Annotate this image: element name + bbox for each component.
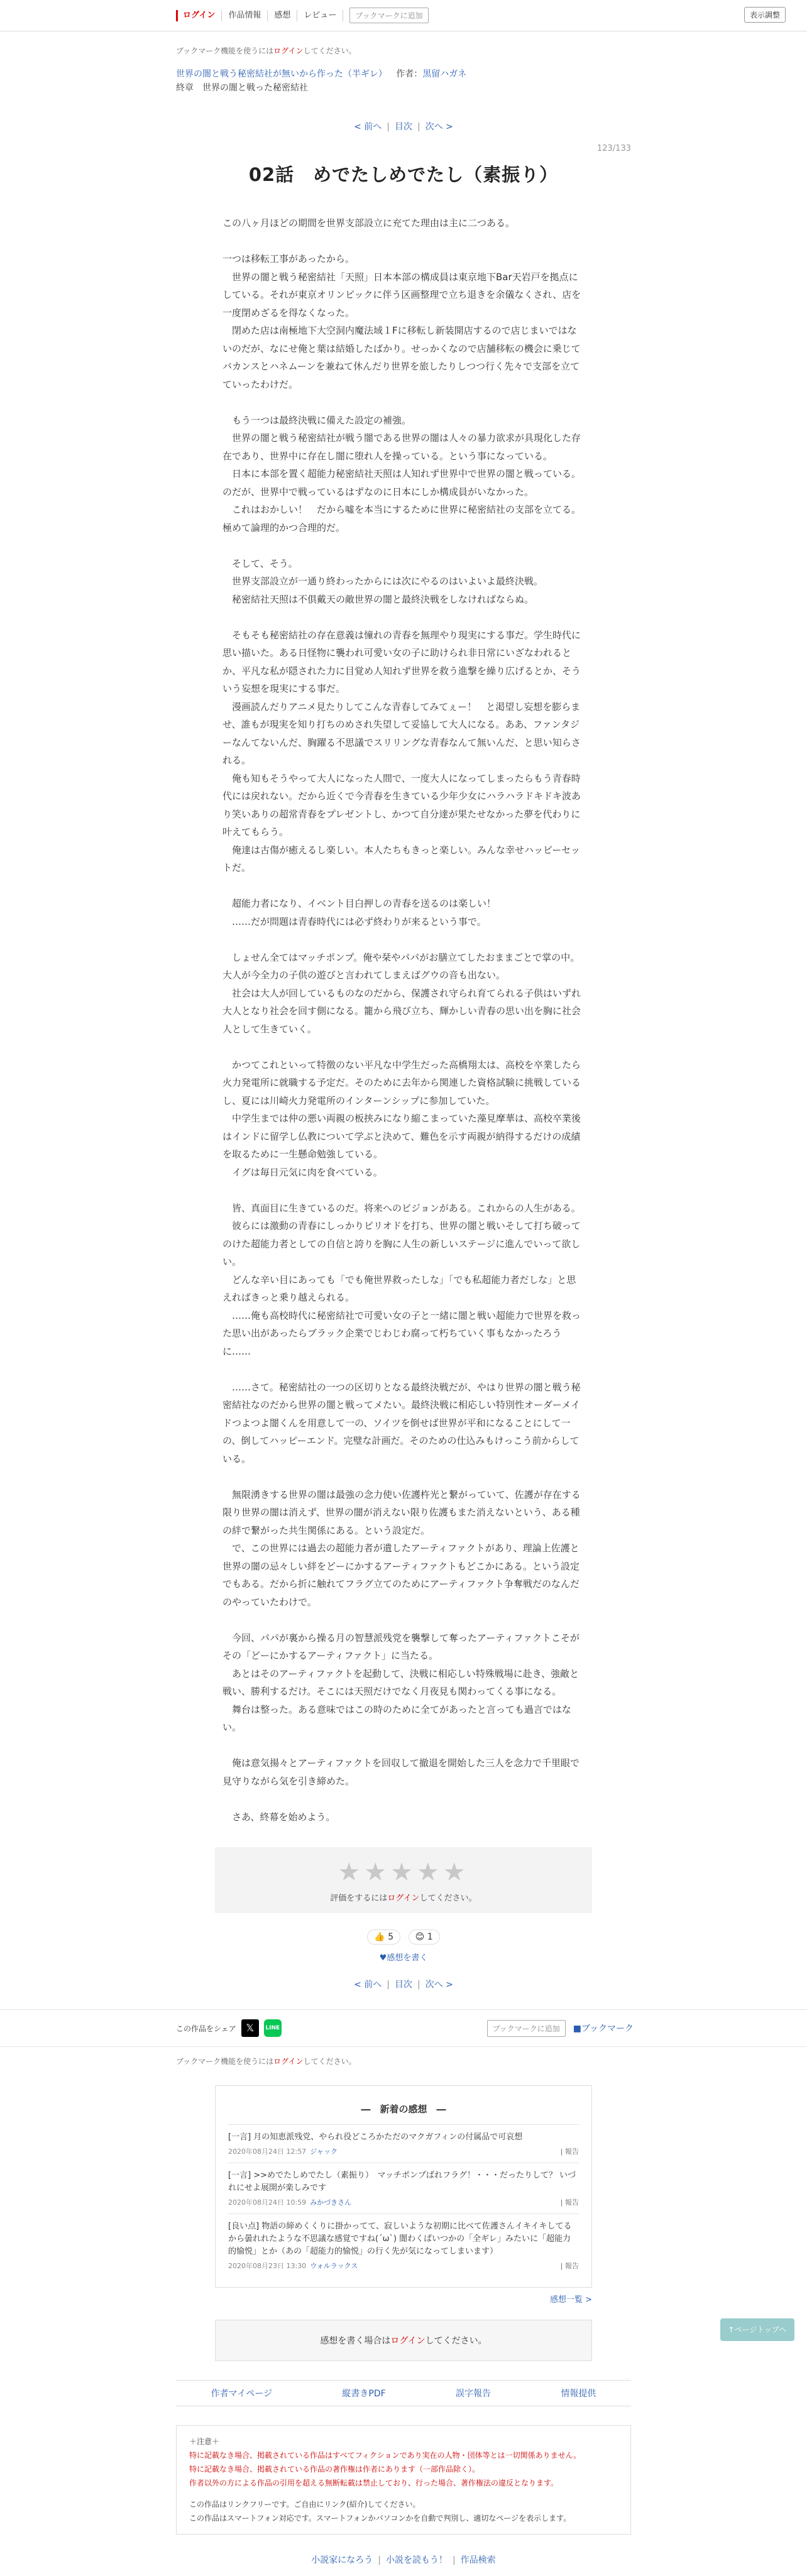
impression-user-link[interactable]: ジャック: [310, 2148, 338, 2156]
toc-link[interactable]: 目次: [395, 122, 412, 132]
novel-paragraph: 俺達は古傷が癒えるし楽しい。本人たちもきっと楽しい。みんな幸せハッピーセットだ。: [222, 844, 581, 873]
impressions-title: ― 新着の感想 ―: [361, 2104, 446, 2115]
report-link[interactable]: | 報告: [560, 2262, 579, 2270]
novel-paragraph: 世界の闇と戦う秘密結社が戦う闇である世界の闇は人々の暴力欲求が具現化した存在であり、世界中に存在し闇に堕れ人を操っている。という事になっている。: [222, 432, 581, 462]
bookmark-note: [176, 31, 631, 56]
novel-paragraph: 舞台は整った。ある意味ではこの時のために全てがあったと言っても過言ではない。: [222, 1703, 571, 1733]
series-line: [176, 67, 631, 81]
search-link[interactable]: 作品検索: [460, 2555, 496, 2565]
notice-line: 作者以外の方による作品の引用を超える無断転載は禁止しており、行った場合、著作権法の違反となります。: [189, 2479, 559, 2487]
novel-paragraph: 世界の闇と戦う秘密結社「天照」日本本部の構成員は東京地下Bar天岩戸を拠点にしている。それが東京オリンピックに伴う区画整理で立ち退きを余儀なくされ、店を一度閉めざるを得なくなった。: [222, 271, 581, 319]
bookmark-add-button[interactable]: ブックマークに追加: [349, 8, 428, 23]
pager-bottom: [0, 1978, 807, 1990]
rating-message: [215, 1891, 592, 1903]
bookmark-note-post: してください。: [303, 46, 356, 55]
novel-paragraph: もう一つは最終決戦に備えた設定の補強。: [222, 414, 412, 426]
novel-paragraph: [222, 1790, 585, 1808]
typo-report-link[interactable]: 誤字報告: [456, 2389, 491, 2399]
series-title-link[interactable]: 世界の闇と戦う秘密結社が無いから作った（半ギレ）: [176, 69, 387, 79]
info-provide-link[interactable]: 情報提供: [561, 2389, 596, 2399]
novel-paragraph: この八ヶ月ほどの期間を世界支部設立に充てた理由は主に二つある。: [222, 217, 515, 229]
episode-title: 02話 めでたしめでたし（素振り）: [248, 164, 559, 185]
reaction-count: 1: [427, 1932, 433, 1942]
novel-paragraph: 漫画読んだりアニメ見たりしてこんな青春してみてぇー！ と渇望し妄想を膨らませ、誰もが現実を知り打ちのめされ失望して妥協して大人になる。ああ、ファンタジーなんてないんだ、胸躍る不思議でスリリングな青春なんて無いんだ、と思い知らされる。: [222, 701, 581, 766]
novel-paragraph: [222, 877, 585, 895]
novel-paragraph: [222, 232, 585, 251]
bottom-nav-separator: |: [453, 2555, 456, 2565]
novel-paragraph: 社会は大人が回しているものなのだから、保護され守られ育てられる子供はいずれ大人となり社会を回す側になる。籠から飛び立ち、輝かしい青春の思い出を胸に社会人として生きていく。: [222, 987, 581, 1035]
review-link[interactable]: レビュー: [297, 10, 343, 21]
impression-body: [一言] >>めでたしめでたし（素振り） マッチポンプばれフラグ！・・・だったりして？ いづれにせよ展開が楽しみです: [228, 2171, 576, 2193]
novel-paragraph: かつてこれといって特徴のない平凡な中学生だった高橋翔太は、高校を卒業したら火力発電所に就職する予定だ。そのために去年から関連した資格試験に挑戦しているし、夏には川崎火力発電所のインターンシップに参加していた。: [222, 1059, 581, 1106]
novel-paragraph: [222, 608, 585, 626]
chapter-line: [176, 81, 631, 95]
header-nav: [176, 7, 343, 25]
x-share-icon[interactable]: 𝕏: [241, 2019, 259, 2037]
novel-paragraph: で、この世界には過去の超能力者が遺したアーティファクトがあり、理論上佐護と世界の闇の忌々しい絆をどーにかするアーティファクトもどこかにある。という設定でもある。だから折に触れてフラグ立てのためにアーティファクト争奪戦だのなんだのやっていたわけで。: [222, 1542, 580, 1608]
novel-paragraph: [222, 931, 585, 949]
impression-user-link[interactable]: ウォルラックス: [310, 2262, 358, 2270]
notice-box: [176, 2425, 631, 2535]
rating-login-link[interactable]: ログイン: [387, 1894, 420, 1903]
yomou-link[interactable]: 小説を読もう！: [386, 2555, 447, 2565]
novel-paragraph: さあ、終幕を始めよう。: [222, 1811, 336, 1823]
bookmark-note-pre: ブックマーク機能を使うには: [176, 2057, 274, 2066]
novel-paragraph: [222, 1737, 585, 1755]
bookmark-note-login-link[interactable]: ログイン: [273, 2057, 304, 2066]
reaction-smile[interactable]: [409, 1929, 440, 1945]
impression-date: 2020年08月24日 12:57: [228, 2148, 307, 2156]
novel-paragraph: そして、そう。: [222, 557, 298, 569]
write-impression-link[interactable]: ♥感想を書く: [379, 1953, 428, 1963]
share-bar-right: [487, 2020, 634, 2037]
bottom-nav: [0, 2553, 807, 2576]
bookmark-link[interactable]: ■ブックマーク: [573, 2024, 634, 2034]
novel-body: [222, 214, 585, 1826]
report-link[interactable]: | 報告: [560, 2148, 579, 2156]
notice-title: ＋注意＋: [189, 2437, 220, 2446]
novel-paragraph: しょせん全てはマッチポンプ。俺や栞やパパがお膳立てしたおままごとで掌の中。大人が今全力の子供の遊びと言われてしまえばグウの音も出ない。: [222, 951, 580, 981]
rating-box: [215, 1847, 592, 1913]
novel-paragraph: ……だが問題は青春時代には必ず終わりが来るという事で。: [222, 915, 486, 927]
bookmark-note: [176, 2056, 631, 2066]
novel-paragraph: 中学生までは仲の悪い両親の板挟みになり縮こまっていた藻見摩華は、高校卒業後はインドに留学し仏教について学ぶと決めて、難色を示す両親が納得するだけの成績を取るために一生懸命勉強している。: [222, 1113, 581, 1160]
thumbs-up-icon: 👍: [374, 1932, 385, 1942]
impression-item: [228, 2124, 579, 2163]
pager-separator: |: [417, 122, 420, 132]
novel-paragraph: 無限湧きする世界の闇は最強の念力使い佐護杵光と繋がっていて、佐護が存在する限り世界の闇は消えず、世界の闇が消えない限り佐護もまた消えないという、ある種の絆で繋がった共生関係にある。という設定だ。: [222, 1488, 581, 1536]
prev-link[interactable]: < 前へ: [354, 122, 382, 132]
login-box-link[interactable]: ログイン: [390, 2336, 425, 2346]
novel-paragraph: ……俺も高校時代に秘密結社で可愛い女の子と一緒に闇と戦い超能力で世界を救った思い出があったらブラック企業でじわじわ腐って朽ちていく事もなかったろうに……: [222, 1309, 581, 1357]
pager-separator: |: [387, 122, 390, 132]
novel-paragraph: そもそも秘密結社の存在意義は憧れの青春を無理やり現実にする事だ。学生時代に思い描いた。ある日怪物に襲われ可愛い女の子に助けられ非日常にいざなわれるとか、平凡な私が隠された力に目覚め人知れず世界を救う進撃を繰り広げるとか、そういう妄想を現実にする事だ。: [222, 629, 581, 694]
notice-line: この作品はスマートフォン対応です。スマートフォンかパソコンかを自動で判別し、適切なページを表示します。: [189, 2514, 571, 2523]
author-link[interactable]: 黒留ハガネ: [422, 69, 467, 79]
novel-paragraph: 閉めた店は南極地下大空洞内魔法域１Fに移転し新装開店するので店じまいではないのだが、なにせ俺と葉は結婚したばかり。せっかくなので店舗移転の機会に乗じてバカンスとハネムーンを兼ねて休んだり世界を旅したりしつつ行く先々で支部を立てていったわけだ。: [222, 325, 581, 390]
recent-impressions: [215, 2085, 592, 2288]
bookmark-add-button[interactable]: ブックマークに追加: [487, 2020, 566, 2037]
bottom-nav-separator: |: [378, 2555, 381, 2565]
impression-date: 2020年08月24日 10:59: [228, 2198, 307, 2207]
login-box-post: してください。: [425, 2336, 487, 2346]
narou-link[interactable]: 小説家になろう: [311, 2555, 373, 2565]
reaction-thumbs-up[interactable]: [367, 1929, 400, 1945]
novel-paragraph: [222, 1038, 585, 1056]
novel-paragraph: [222, 1468, 585, 1486]
impression-date: 2020年08月23日 13:30: [228, 2262, 307, 2270]
novel-paragraph: あとはそのアーティファクトを起動して、決戦に相応しい特殊戦場に赴き、強敵と戦い、勝利するだけ。そこには天照だけでなく月夜見も関わってくる事になる。: [222, 1667, 579, 1697]
login-link[interactable]: ログイン: [176, 10, 222, 21]
novel-paragraph: [222, 1611, 585, 1629]
vertical-pdf-link[interactable]: 縦書きPDF: [342, 2389, 386, 2399]
line-share-icon[interactable]: LINE: [264, 2019, 282, 2037]
bookmark-note-pre: ブックマーク機能を使うには: [176, 46, 274, 55]
novel-paragraph: どんな辛い目にあっても「でも俺世界救ったしな」「でも私超能力者だしな」と思えればきっと乗り越えられる。: [222, 1274, 576, 1303]
next-link[interactable]: 次へ >: [425, 1980, 453, 1990]
novel-paragraph: 彼らには激動の青春にしっかりピリオドを打ち、世界の闇と戦いそして打ち破ってのけた超能力者としての自信と誇りを胸に人生の新しいステージに進んでいって欲しい。: [222, 1220, 581, 1267]
novel-paragraph: 超能力者になり、イベント目白押しの青春を送るのは楽しい！: [222, 898, 497, 909]
display-settings-button[interactable]: 表示調整: [744, 7, 786, 23]
novel-paragraph: 日本に本部を置く超能力秘密結社天照は人知れず世界中で世界の闇と戦っている。のだが、世界中で戦っているはずなのに日本にしか構成員がいなかった。: [222, 468, 581, 498]
pager-separator: |: [387, 1980, 390, 1990]
share-bar: [0, 2009, 807, 2047]
novel-paragraph: これはおかしい！ だから噓を本当にするために世界に秘密結社の支部を立てる。極めて論理的かつ合理的だ。: [222, 504, 581, 533]
impressions-link[interactable]: 感想: [268, 10, 297, 21]
toc-link[interactable]: 目次: [395, 1980, 412, 1990]
report-link[interactable]: | 報告: [560, 2198, 579, 2207]
notice-line: この作品はリンクフリーです。ご自由にリンク(紹介)してください。: [189, 2500, 420, 2509]
author-mypage-link[interactable]: 作者マイページ: [211, 2389, 273, 2399]
pager-top: [176, 120, 631, 133]
rating-message-pre: 評価をするには: [330, 1894, 388, 1903]
chapter-label: 終章: [176, 83, 194, 93]
novel-paragraph: 世界支部設立が一通り終わったからには次にやるのはいよいよ最終決戦。: [222, 576, 543, 587]
smile-icon: 😊: [415, 1932, 425, 1942]
novel-paragraph: 今回、パパが裏から操る月の智慧派残党を襲撃して奪ったアーティファクトこそがその「どーにかするアーティファクト」に当たる。: [222, 1632, 580, 1661]
novel-paragraph: [222, 393, 585, 412]
works-info-link[interactable]: 作品情報: [222, 10, 268, 21]
impressions-more-link[interactable]: 感想一覧 >: [549, 2295, 592, 2305]
novel-paragraph: 俺も知もそうやって大人になった人間で、一度大人になってしまったらもう青春時代には戻れない。だから近くで今青春を生きている少年少女にハラハラドキドキ波あり笑いありの超常青春をプレゼントし、かつて自分達が果たせなかった夢を代わりに叶えてもらう。: [222, 772, 581, 838]
novel-paragraph: ……さて。秘密結社の一つの区切りとなる最終決戦だが、やはり世界の闇と戦う秘密結社なのだから世界の闇と戦ってメたい。最終決戦に相応しい特別性オーダーメイドつよつよ闇くんを用意して一の、ソイツを倒せば世界が平和になることにして一の、倒してハッピーエンド。完璧な計画だ。そのための仕込みもけっこう前からしている。: [222, 1381, 581, 1465]
impression-meta: [228, 2261, 579, 2271]
novel-paragraph: [222, 1181, 585, 1199]
next-link[interactable]: 次へ >: [425, 122, 453, 132]
page-top-button[interactable]: ↑ページトップへ: [720, 2318, 794, 2341]
main-container: [176, 31, 631, 187]
episode-counter: 123/133: [596, 144, 631, 153]
top-bar: [0, 0, 807, 31]
login-box-pre: 感想を書く場合は: [320, 2336, 391, 2346]
novel-paragraph: 俺は意気揚々とアーティファクトを回収して撤退を開始した三人を念力で千里眼で見守りながら気を引き締めた。: [222, 1757, 580, 1787]
impression-body: [一言] 月の知恵派残党、やられ役どころかただのマクガフィンの付属品で可哀想: [228, 2132, 523, 2142]
novel-paragraph: 一つは移転工事があったから。: [222, 253, 354, 265]
impression-item: [228, 2213, 579, 2277]
pager-separator: |: [417, 1980, 420, 1990]
reaction-count: 5: [388, 1932, 394, 1942]
impression-item: [228, 2163, 579, 2213]
reactions: [0, 1929, 807, 1945]
notice-line: 特に記載なき場合、掲載されている作品の著作権は作者にあります（一部作品除く）。: [189, 2465, 480, 2474]
rating-stars[interactable]: ★★★★★: [338, 1858, 469, 1887]
impression-user-link[interactable]: みかづきさん: [310, 2198, 352, 2207]
novel-paragraph: イグは毎日元気に肉を食べている。: [222, 1166, 383, 1178]
impression-meta: [228, 2146, 579, 2156]
prev-link[interactable]: < 前へ: [354, 1980, 382, 1990]
novel-paragraph: 皆、真面目に生きているのだ。将来へのビジョンがある。これからの人生がある。: [222, 1202, 581, 1214]
novel-paragraph: [222, 1360, 585, 1378]
impression-meta: [228, 2197, 579, 2207]
notice-line: 特に記載なき場合、掲載されている作品はすべてフィクションであり実在の人物・団体等とは一切関係ありません。: [189, 2451, 581, 2460]
chapter-name: 世界の闇と戦った秘密結社: [202, 83, 308, 93]
bookmark-note-post: してください。: [303, 2057, 356, 2066]
author-label: 作者：: [396, 69, 423, 79]
footer-links: [176, 2380, 631, 2406]
impression-login-box: [215, 2320, 592, 2361]
rating-message-post: してください。: [419, 1894, 477, 1903]
share-label: この作品をシェア: [176, 2024, 236, 2033]
novel-paragraph: [222, 537, 585, 555]
bookmark-note-login-link[interactable]: ログイン: [273, 46, 304, 55]
novel-paragraph: 秘密結社天照は不俱戴天の敵世界の闇と最終決戦をしなければならぬ。: [222, 593, 534, 605]
impression-body: [良い点] 物語の締めくくりに掛かってて、寂しいような初期に比べて佐護さんイキイキしてるから曇れれたような不思議な感覚ですね(´ω`) 闇わくぱいつかの「全ギレ」みたいに「超能力的愉悦」とか（あの「超能力的愉悦」の行く先が気になってしまいます）: [228, 2222, 572, 2256]
